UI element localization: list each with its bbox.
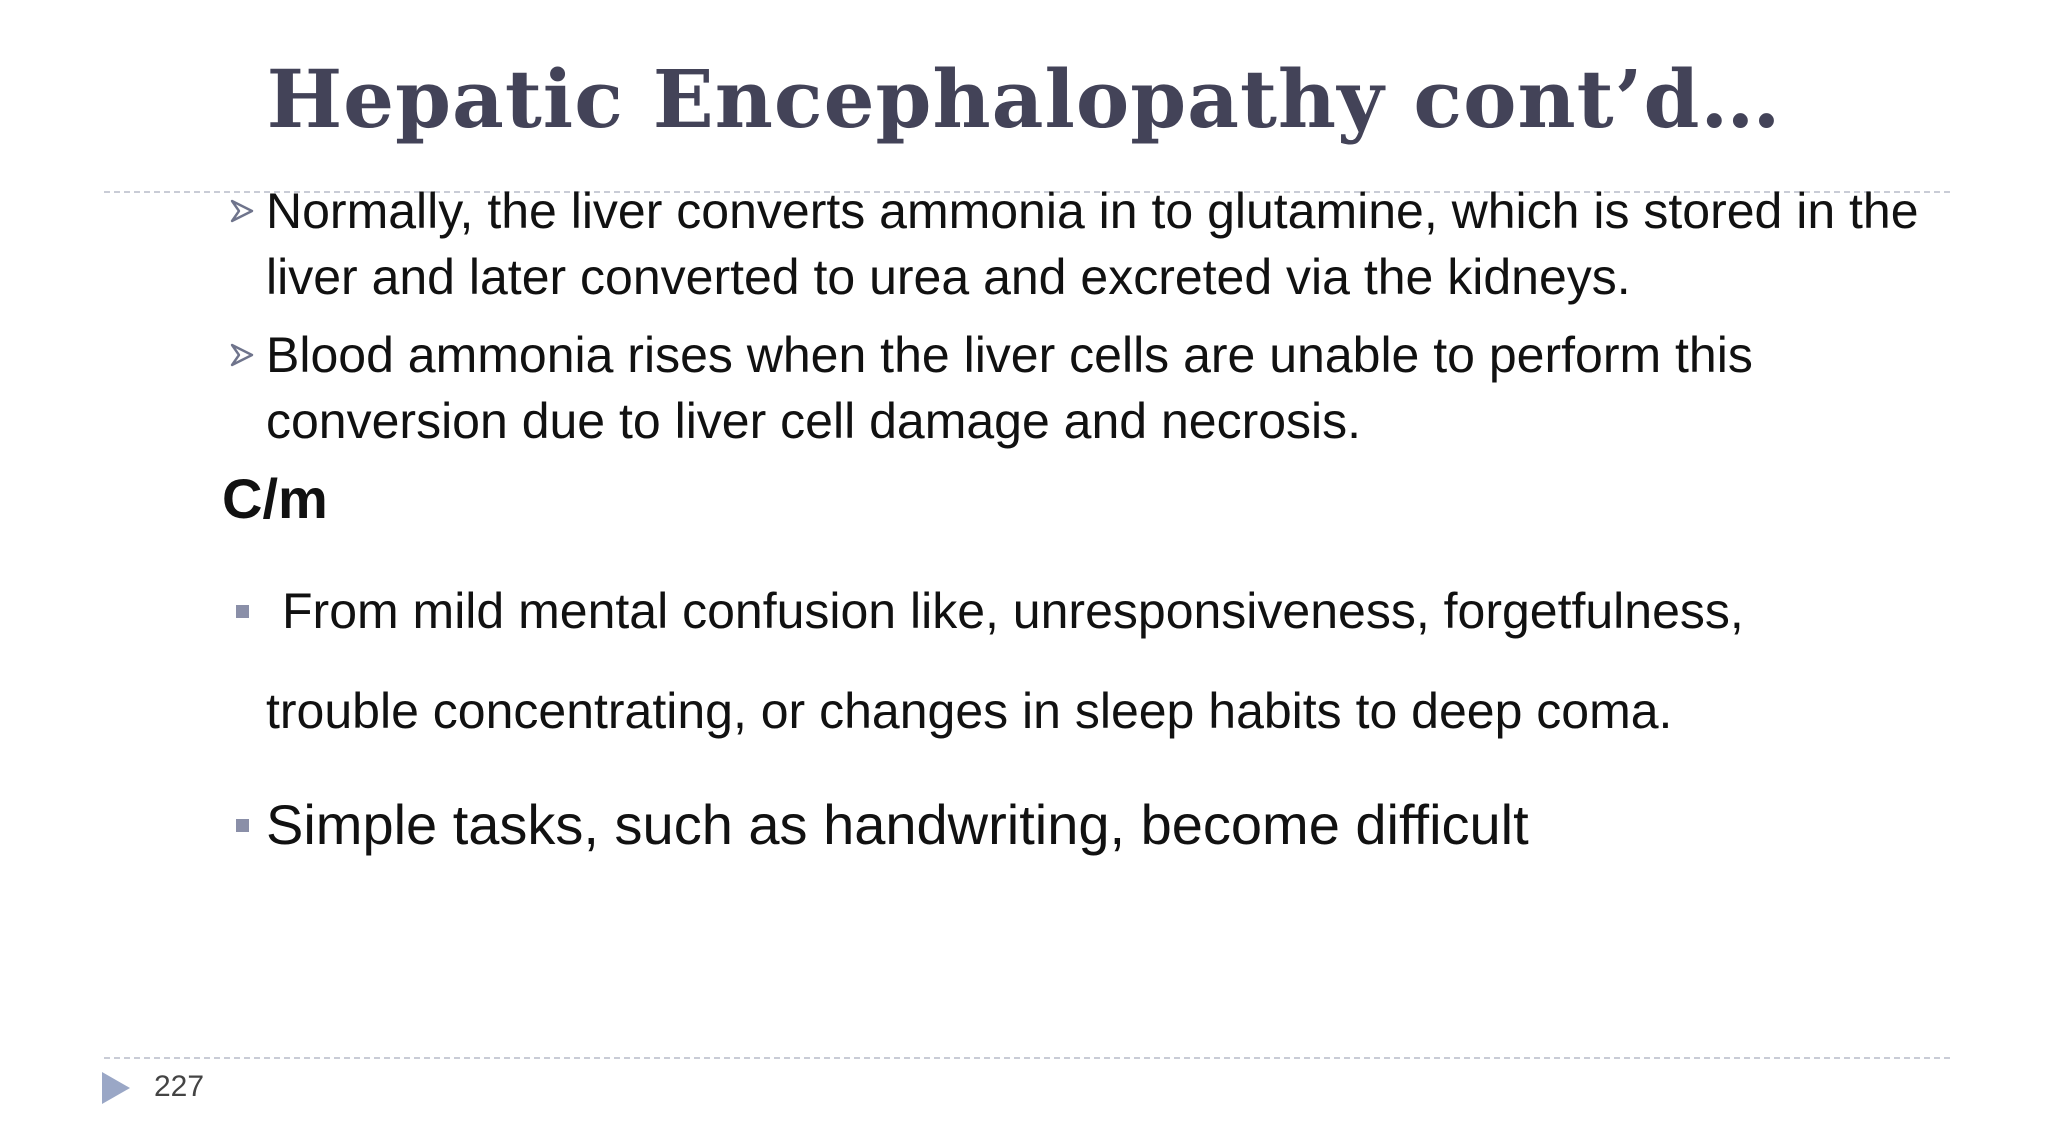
bullet-text: Normally, the liver converts ammonia in to glutamine, which is stored in the liver and later converted to urea and excreted via the kidneys. [266,183,1919,305]
bullet-text: Blood ammonia rises when the liver cells are unable to perform this conversion due to liver cell damage and necrosis. [266,327,1753,449]
bullet-text: Simple tasks, such as handwriting, become difficult [266,793,1529,856]
section-heading: C/m [222,467,328,530]
square-bullet-icon [222,792,262,858]
square-bullet-icon [222,578,262,644]
arrowhead-bullet-icon [222,178,262,244]
footer-divider [104,1057,1950,1059]
page-number: 227 [154,1070,205,1103]
bullet-text-line: trouble concentrating, or changes in sleep habits to deep coma. [266,683,1673,739]
arrowhead-bullet-icon [222,322,262,388]
slide-title: Hepatic Encephalopathy cont’d… [266,52,1782,146]
bullet-text-line: From mild mental confusion like, unresponsiveness, forgetfulness, [282,583,1744,639]
play-triangle-icon [102,1072,130,1109]
